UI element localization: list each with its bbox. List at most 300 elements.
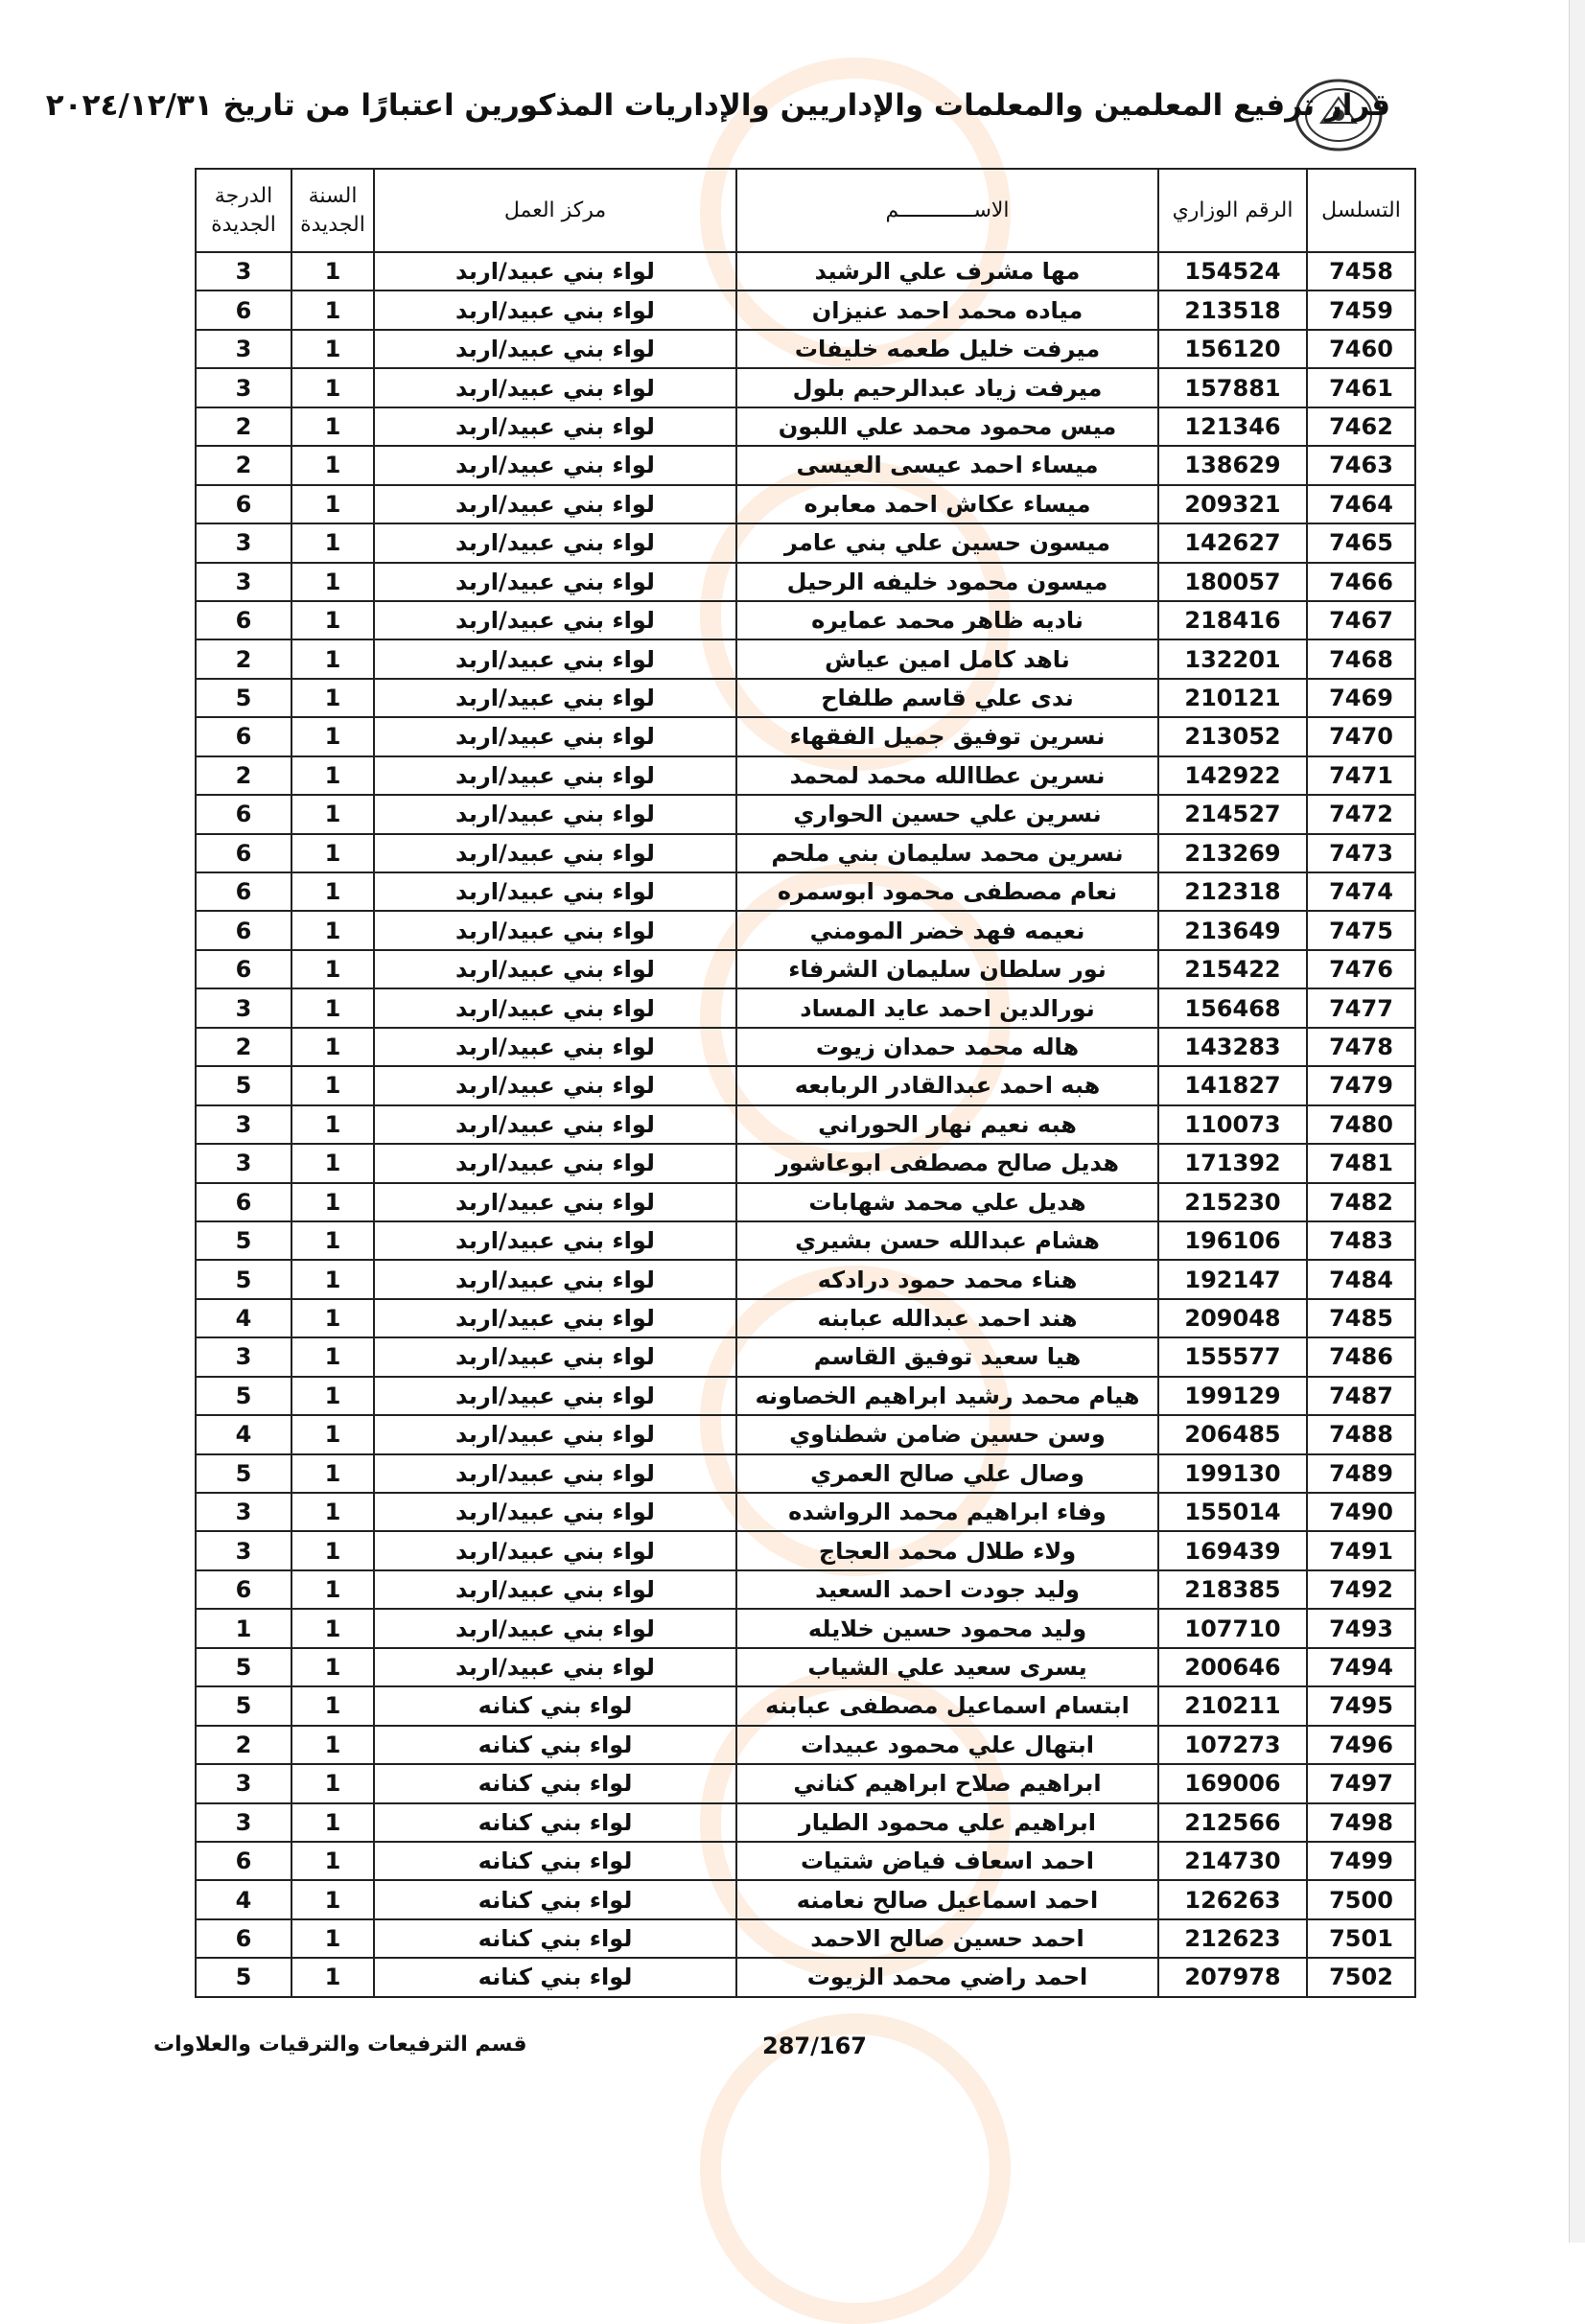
cell-work-center: لواء بني عبيد/اربد [374, 1648, 736, 1686]
cell-new-grade: 5 [196, 1377, 291, 1415]
cell-serial: 7474 [1307, 872, 1415, 911]
cell-serial: 7476 [1307, 950, 1415, 988]
cell-new-year: 1 [291, 1958, 374, 1996]
cell-new-year: 1 [291, 950, 374, 988]
table-row [196, 1842, 1415, 1880]
cell-new-year: 1 [291, 1648, 374, 1686]
cell-name: هناء محمد حمود درادكه [736, 1260, 1158, 1298]
cell-new-year: 1 [291, 1454, 374, 1493]
table-row [196, 1609, 1415, 1647]
cell-ministry-no: 209048 [1158, 1299, 1307, 1337]
cell-work-center: لواء بني عبيد/اربد [374, 1531, 736, 1569]
cell-work-center: لواء بني عبيد/اربد [374, 1570, 736, 1609]
cell-serial: 7470 [1307, 717, 1415, 755]
cell-new-grade: 3 [196, 1337, 291, 1376]
cell-ministry-no: 192147 [1158, 1260, 1307, 1298]
cell-ministry-no: 126263 [1158, 1880, 1307, 1918]
cell-new-grade: 6 [196, 1919, 291, 1958]
cell-new-year: 1 [291, 290, 374, 329]
cell-ministry-no: 212566 [1158, 1803, 1307, 1842]
cell-new-year: 1 [291, 1686, 374, 1725]
table-row [196, 1803, 1415, 1842]
cell-ministry-no: 110073 [1158, 1105, 1307, 1144]
cell-new-year: 1 [291, 1415, 374, 1453]
cell-work-center: لواء بني عبيد/اربد [374, 911, 736, 949]
col-new-grade-header: الدرجة الجديدة [196, 169, 291, 252]
cell-new-grade: 3 [196, 252, 291, 290]
table-row [196, 1648, 1415, 1686]
table-row [196, 639, 1415, 678]
cell-work-center: لواء بني عبيد/اربد [374, 1415, 736, 1453]
cell-name: ابراهيم صلاح ابراهيم كناني [736, 1764, 1158, 1802]
cell-serial: 7477 [1307, 988, 1415, 1027]
cell-work-center: لواء بني عبيد/اربد [374, 1609, 736, 1647]
cell-new-grade: 6 [196, 911, 291, 949]
cell-new-year: 1 [291, 1299, 374, 1337]
cell-new-grade: 2 [196, 1726, 291, 1764]
cell-ministry-no: 107273 [1158, 1726, 1307, 1764]
cell-ministry-no: 107710 [1158, 1609, 1307, 1647]
table-row [196, 1686, 1415, 1725]
cell-serial: 7475 [1307, 911, 1415, 949]
cell-serial: 7482 [1307, 1183, 1415, 1221]
table-row [196, 523, 1415, 562]
cell-new-year: 1 [291, 1183, 374, 1221]
cell-name: ميس محمود محمد علي اللبون [736, 407, 1158, 446]
cell-serial: 7479 [1307, 1066, 1415, 1104]
cell-work-center: لواء بني عبيد/اربد [374, 988, 736, 1027]
cell-serial: 7486 [1307, 1337, 1415, 1376]
table-row [196, 563, 1415, 601]
cell-ministry-no: 218385 [1158, 1570, 1307, 1609]
cell-ministry-no: 155577 [1158, 1337, 1307, 1376]
cell-name: وصال علي صالح العمري [736, 1454, 1158, 1493]
cell-work-center: لواء بني كنانه [374, 1764, 736, 1802]
cell-name: هيا سعيد توفيق القاسم [736, 1337, 1158, 1376]
cell-work-center: لواء بني عبيد/اربد [374, 1066, 736, 1104]
cell-name: ميساء احمد عيسى العيسى [736, 446, 1158, 484]
cell-new-year: 1 [291, 1260, 374, 1298]
cell-new-year: 1 [291, 485, 374, 523]
cell-new-grade: 2 [196, 1028, 291, 1066]
cell-serial: 7498 [1307, 1803, 1415, 1842]
cell-name: هديل صالح مصطفى ابوعاشور [736, 1144, 1158, 1182]
cell-new-year: 1 [291, 1570, 374, 1609]
cell-new-grade: 6 [196, 290, 291, 329]
cell-new-grade: 2 [196, 639, 291, 678]
cell-work-center: لواء بني عبيد/اربد [374, 639, 736, 678]
table-row [196, 1531, 1415, 1569]
cell-new-year: 1 [291, 601, 374, 639]
cell-ministry-no: 132201 [1158, 639, 1307, 678]
cell-serial: 7480 [1307, 1105, 1415, 1144]
cell-new-grade: 6 [196, 717, 291, 755]
cell-work-center: لواء بني عبيد/اربد [374, 485, 736, 523]
cell-serial: 7463 [1307, 446, 1415, 484]
cell-work-center: لواء بني عبيد/اربد [374, 1221, 736, 1260]
cell-name: ولاء طلال محمد العجاج [736, 1531, 1158, 1569]
cell-new-grade: 3 [196, 563, 291, 601]
cell-new-year: 1 [291, 795, 374, 833]
cell-serial: 7461 [1307, 368, 1415, 407]
cell-new-year: 1 [291, 872, 374, 911]
cell-work-center: لواء بني عبيد/اربد [374, 523, 736, 562]
cell-work-center: لواء بني عبيد/اربد [374, 1028, 736, 1066]
cell-name: نسرين علي حسين الحواري [736, 795, 1158, 833]
cell-name: وسن حسين ضامن شطناوي [736, 1415, 1158, 1453]
cell-work-center: لواء بني كنانه [374, 1958, 736, 1996]
cell-name: يسرى سعيد علي الشياب [736, 1648, 1158, 1686]
cell-ministry-no: 180057 [1158, 563, 1307, 601]
cell-new-grade: 5 [196, 1066, 291, 1104]
cell-serial: 7473 [1307, 834, 1415, 872]
cell-work-center: لواء بني عبيد/اربد [374, 872, 736, 911]
cell-serial: 7501 [1307, 1919, 1415, 1958]
cell-name: نور سلطان سليمان الشرفاء [736, 950, 1158, 988]
table-row [196, 1377, 1415, 1415]
cell-new-year: 1 [291, 834, 374, 872]
table-row [196, 1221, 1415, 1260]
cell-work-center: لواء بني عبيد/اربد [374, 330, 736, 368]
cell-ministry-no: 157881 [1158, 368, 1307, 407]
cell-name: هبه نعيم نهار الحوراني [736, 1105, 1158, 1144]
cell-serial: 7495 [1307, 1686, 1415, 1725]
cell-ministry-no: 213649 [1158, 911, 1307, 949]
cell-new-year: 1 [291, 563, 374, 601]
cell-new-year: 1 [291, 252, 374, 290]
cell-name: ميساء عكاش احمد معابره [736, 485, 1158, 523]
cell-new-grade: 3 [196, 988, 291, 1027]
cell-work-center: لواء بني عبيد/اربد [374, 950, 736, 988]
cell-work-center: لواء بني عبيد/اربد [374, 1337, 736, 1376]
cell-work-center: لواء بني عبيد/اربد [374, 1260, 736, 1298]
cell-ministry-no: 209321 [1158, 485, 1307, 523]
table-row [196, 1454, 1415, 1493]
cell-serial: 7471 [1307, 756, 1415, 795]
cell-new-grade: 3 [196, 1105, 291, 1144]
cell-work-center: لواء بني عبيد/اربد [374, 601, 736, 639]
cell-serial: 7500 [1307, 1880, 1415, 1918]
cell-serial: 7496 [1307, 1726, 1415, 1764]
table-header-row [196, 169, 1415, 252]
cell-serial: 7485 [1307, 1299, 1415, 1337]
cell-new-grade: 2 [196, 756, 291, 795]
cell-work-center: لواء بني عبيد/اربد [374, 679, 736, 717]
cell-ministry-no: 138629 [1158, 446, 1307, 484]
cell-name: ابراهيم علي محمود الطيار [736, 1803, 1158, 1842]
cell-ministry-no: 143283 [1158, 1028, 1307, 1066]
cell-ministry-no: 169439 [1158, 1531, 1307, 1569]
cell-work-center: لواء بني عبيد/اربد [374, 1105, 736, 1144]
cell-name: احمد اسعاف فياض شتيات [736, 1842, 1158, 1880]
table-row [196, 679, 1415, 717]
table-row [196, 485, 1415, 523]
cell-ministry-no: 156468 [1158, 988, 1307, 1027]
cell-work-center: لواء بني عبيد/اربد [374, 795, 736, 833]
table-row [196, 1337, 1415, 1376]
cell-name: هشام عبدالله حسن بشيري [736, 1221, 1158, 1260]
cell-serial: 7483 [1307, 1221, 1415, 1260]
table-row [196, 756, 1415, 795]
cell-new-grade: 5 [196, 679, 291, 717]
department-name: قسم الترفيعات والترقيات والعلاوات [153, 2033, 527, 2057]
cell-ministry-no: 212623 [1158, 1919, 1307, 1958]
table-row [196, 446, 1415, 484]
cell-serial: 7493 [1307, 1609, 1415, 1647]
cell-work-center: لواء بني عبيد/اربد [374, 290, 736, 329]
table-row [196, 1415, 1415, 1453]
cell-work-center: لواء بني عبيد/اربد [374, 1377, 736, 1415]
cell-name: هند احمد عبدالله عبابنه [736, 1299, 1158, 1337]
cell-new-grade: 4 [196, 1880, 291, 1918]
cell-ministry-no: 156120 [1158, 330, 1307, 368]
cell-serial: 7469 [1307, 679, 1415, 717]
cell-work-center: لواء بني عبيد/اربد [374, 1493, 736, 1531]
cell-new-year: 1 [291, 1377, 374, 1415]
cell-serial: 7502 [1307, 1958, 1415, 1996]
table-row [196, 795, 1415, 833]
cell-name: وفاء ابراهيم محمد الرواشده [736, 1493, 1158, 1531]
cell-new-grade: 3 [196, 1764, 291, 1802]
table-row [196, 290, 1415, 329]
cell-new-year: 1 [291, 1105, 374, 1144]
cell-new-grade: 6 [196, 485, 291, 523]
cell-ministry-no: 169006 [1158, 1764, 1307, 1802]
cell-serial: 7492 [1307, 1570, 1415, 1609]
cell-serial: 7494 [1307, 1648, 1415, 1686]
cell-ministry-no: 218416 [1158, 601, 1307, 639]
cell-name: ندى علي قاسم طلفاح [736, 679, 1158, 717]
cell-new-year: 1 [291, 679, 374, 717]
cell-work-center: لواء بني عبيد/اربد [374, 1183, 736, 1221]
table-row [196, 1570, 1415, 1609]
cell-new-grade: 6 [196, 795, 291, 833]
scan-edge [1569, 0, 1585, 2243]
cell-serial: 7490 [1307, 1493, 1415, 1531]
cell-serial: 7466 [1307, 563, 1415, 601]
cell-name: احمد حسين صالح الاحمد [736, 1919, 1158, 1958]
cell-new-year: 1 [291, 1880, 374, 1918]
table-row [196, 1764, 1415, 1802]
cell-serial: 7497 [1307, 1764, 1415, 1802]
cell-new-grade: 5 [196, 1648, 291, 1686]
cell-name: وليد محمود حسين خلايله [736, 1609, 1158, 1647]
cell-new-year: 1 [291, 1531, 374, 1569]
table-row [196, 717, 1415, 755]
cell-ministry-no: 171392 [1158, 1144, 1307, 1182]
cell-name: ميسون حسين علي بني عامر [736, 523, 1158, 562]
cell-work-center: لواء بني كنانه [374, 1880, 736, 1918]
cell-ministry-no: 199130 [1158, 1454, 1307, 1493]
cell-new-year: 1 [291, 523, 374, 562]
cell-name: هبه احمد عبدالقادر الربابعه [736, 1066, 1158, 1104]
cell-new-grade: 4 [196, 1299, 291, 1337]
cell-new-year: 1 [291, 330, 374, 368]
cell-serial: 7460 [1307, 330, 1415, 368]
cell-work-center: لواء بني عبيد/اربد [374, 756, 736, 795]
cell-serial: 7462 [1307, 407, 1415, 446]
cell-work-center: لواء بني كنانه [374, 1803, 736, 1842]
cell-ministry-no: 213518 [1158, 290, 1307, 329]
cell-serial: 7489 [1307, 1454, 1415, 1493]
cell-new-year: 1 [291, 639, 374, 678]
col-name-header: الاســــــــــــم [736, 169, 1158, 252]
cell-new-year: 1 [291, 1337, 374, 1376]
cell-new-grade: 3 [196, 1803, 291, 1842]
cell-new-year: 1 [291, 717, 374, 755]
cell-name: نورالدين احمد عايد المساد [736, 988, 1158, 1027]
cell-new-grade: 3 [196, 368, 291, 407]
cell-serial: 7478 [1307, 1028, 1415, 1066]
cell-ministry-no: 210121 [1158, 679, 1307, 717]
cell-work-center: لواء بني كنانه [374, 1726, 736, 1764]
cell-work-center: لواء بني عبيد/اربد [374, 407, 736, 446]
table-row [196, 1299, 1415, 1337]
cell-serial: 7467 [1307, 601, 1415, 639]
table-row [196, 872, 1415, 911]
cell-work-center: لواء بني عبيد/اربد [374, 834, 736, 872]
cell-name: نسرين عطاالله محمد لمحمد [736, 756, 1158, 795]
cell-ministry-no: 141827 [1158, 1066, 1307, 1104]
table-row [196, 1144, 1415, 1182]
cell-serial: 7499 [1307, 1842, 1415, 1880]
cell-ministry-no: 210211 [1158, 1686, 1307, 1725]
cell-ministry-no: 214730 [1158, 1842, 1307, 1880]
table-row [196, 1105, 1415, 1144]
cell-new-grade: 5 [196, 1260, 291, 1298]
cell-new-year: 1 [291, 911, 374, 949]
cell-ministry-no: 121346 [1158, 407, 1307, 446]
cell-name: ميسون محمود خليفه الرحيل [736, 563, 1158, 601]
cell-ministry-no: 207978 [1158, 1958, 1307, 1996]
cell-work-center: لواء بني عبيد/اربد [374, 563, 736, 601]
cell-ministry-no: 215230 [1158, 1183, 1307, 1221]
cell-name: مياده محمد احمد عنيزان [736, 290, 1158, 329]
cell-new-grade: 1 [196, 1609, 291, 1647]
cell-ministry-no: 212318 [1158, 872, 1307, 911]
table-row [196, 834, 1415, 872]
cell-name: احمد اسماعيل صالح نعامنه [736, 1880, 1158, 1918]
cell-serial: 7487 [1307, 1377, 1415, 1415]
cell-new-year: 1 [291, 1493, 374, 1531]
cell-name: احمد راضي محمد الزيوت [736, 1958, 1158, 1996]
col-new-year-header: السنة الجديدة [291, 169, 374, 252]
cell-ministry-no: 142627 [1158, 523, 1307, 562]
cell-ministry-no: 200646 [1158, 1648, 1307, 1686]
cell-new-grade: 5 [196, 1958, 291, 1996]
cell-work-center: لواء بني كنانه [374, 1919, 736, 1958]
table-row [196, 368, 1415, 407]
table-row [196, 1260, 1415, 1298]
cell-name: نسرين محمد سليمان بني ملحم [736, 834, 1158, 872]
cell-name: هاله محمد حمدان زيوت [736, 1028, 1158, 1066]
cell-ministry-no: 155014 [1158, 1493, 1307, 1531]
cell-name: ناديه ظاهر محمد عمايره [736, 601, 1158, 639]
table-row [196, 601, 1415, 639]
cell-ministry-no: 154524 [1158, 252, 1307, 290]
cell-new-grade: 6 [196, 950, 291, 988]
cell-name: ابتهال علي محمود عبيدات [736, 1726, 1158, 1764]
cell-new-grade: 2 [196, 446, 291, 484]
col-ministry-no-header: الرقم الوزاري [1158, 169, 1307, 252]
cell-new-year: 1 [291, 1221, 374, 1260]
cell-new-year: 1 [291, 1919, 374, 1958]
cell-name: نسرين توفيق جميل الفقهاء [736, 717, 1158, 755]
cell-new-grade: 6 [196, 834, 291, 872]
cell-new-grade: 6 [196, 601, 291, 639]
cell-work-center: لواء بني عبيد/اربد [374, 446, 736, 484]
cell-new-year: 1 [291, 1726, 374, 1764]
cell-name: نعيمه فهد خضر المومني [736, 911, 1158, 949]
table-row [196, 1958, 1415, 1996]
cell-new-grade: 6 [196, 1183, 291, 1221]
cell-serial: 7481 [1307, 1144, 1415, 1182]
table-row [196, 911, 1415, 949]
cell-new-year: 1 [291, 1144, 374, 1182]
cell-work-center: لواء بني عبيد/اربد [374, 717, 736, 755]
cell-name: ميرفت خليل طعمه خليفات [736, 330, 1158, 368]
cell-new-grade: 2 [196, 407, 291, 446]
cell-name: ميرفت زياد عبدالرحيم بلول [736, 368, 1158, 407]
cell-new-year: 1 [291, 446, 374, 484]
cell-name: ناهد كامل امين عياش [736, 639, 1158, 678]
promotion-table [195, 168, 1416, 1998]
col-serial-header: التسلسل [1307, 169, 1415, 252]
cell-new-year: 1 [291, 368, 374, 407]
table-row [196, 988, 1415, 1027]
cell-ministry-no: 206485 [1158, 1415, 1307, 1453]
cell-work-center: لواء بني عبيد/اربد [374, 1144, 736, 1182]
cell-new-year: 1 [291, 1609, 374, 1647]
table-row [196, 1066, 1415, 1104]
cell-new-year: 1 [291, 1803, 374, 1842]
table-row [196, 407, 1415, 446]
cell-ministry-no: 213052 [1158, 717, 1307, 755]
page-number: 287/167 [762, 2033, 867, 2059]
cell-serial: 7458 [1307, 252, 1415, 290]
cell-new-grade: 3 [196, 1493, 291, 1531]
cell-new-grade: 6 [196, 1842, 291, 1880]
cell-serial: 7484 [1307, 1260, 1415, 1298]
cell-new-grade: 3 [196, 1144, 291, 1182]
cell-new-year: 1 [291, 1066, 374, 1104]
cell-serial: 7465 [1307, 523, 1415, 562]
cell-serial: 7472 [1307, 795, 1415, 833]
cell-new-grade: 5 [196, 1454, 291, 1493]
cell-ministry-no: 142922 [1158, 756, 1307, 795]
table-row [196, 1493, 1415, 1531]
cell-new-grade: 5 [196, 1221, 291, 1260]
cell-new-grade: 4 [196, 1415, 291, 1453]
cell-new-year: 1 [291, 756, 374, 795]
cell-work-center: لواء بني عبيد/اربد [374, 252, 736, 290]
cell-ministry-no: 214527 [1158, 795, 1307, 833]
cell-work-center: لواء بني عبيد/اربد [374, 1299, 736, 1337]
cell-new-year: 1 [291, 1028, 374, 1066]
cell-ministry-no: 215422 [1158, 950, 1307, 988]
cell-new-year: 1 [291, 1764, 374, 1802]
cell-name: ابتسام اسماعيل مصطفى عبابنه [736, 1686, 1158, 1725]
cell-new-grade: 3 [196, 1531, 291, 1569]
cell-work-center: لواء بني عبيد/اربد [374, 368, 736, 407]
cell-serial: 7459 [1307, 290, 1415, 329]
cell-serial: 7468 [1307, 639, 1415, 678]
page-title: قرار ترفيع المعلمين والمعلمات والإداريين والإداريات المذكورين اعتبارًا من تاريخ ٢٠٢٤/١٢/٣١ [45, 88, 1390, 123]
table-row [196, 1028, 1415, 1066]
cell-serial: 7464 [1307, 485, 1415, 523]
cell-name: هديل علي محمد شهابات [736, 1183, 1158, 1221]
table-row [196, 1726, 1415, 1764]
